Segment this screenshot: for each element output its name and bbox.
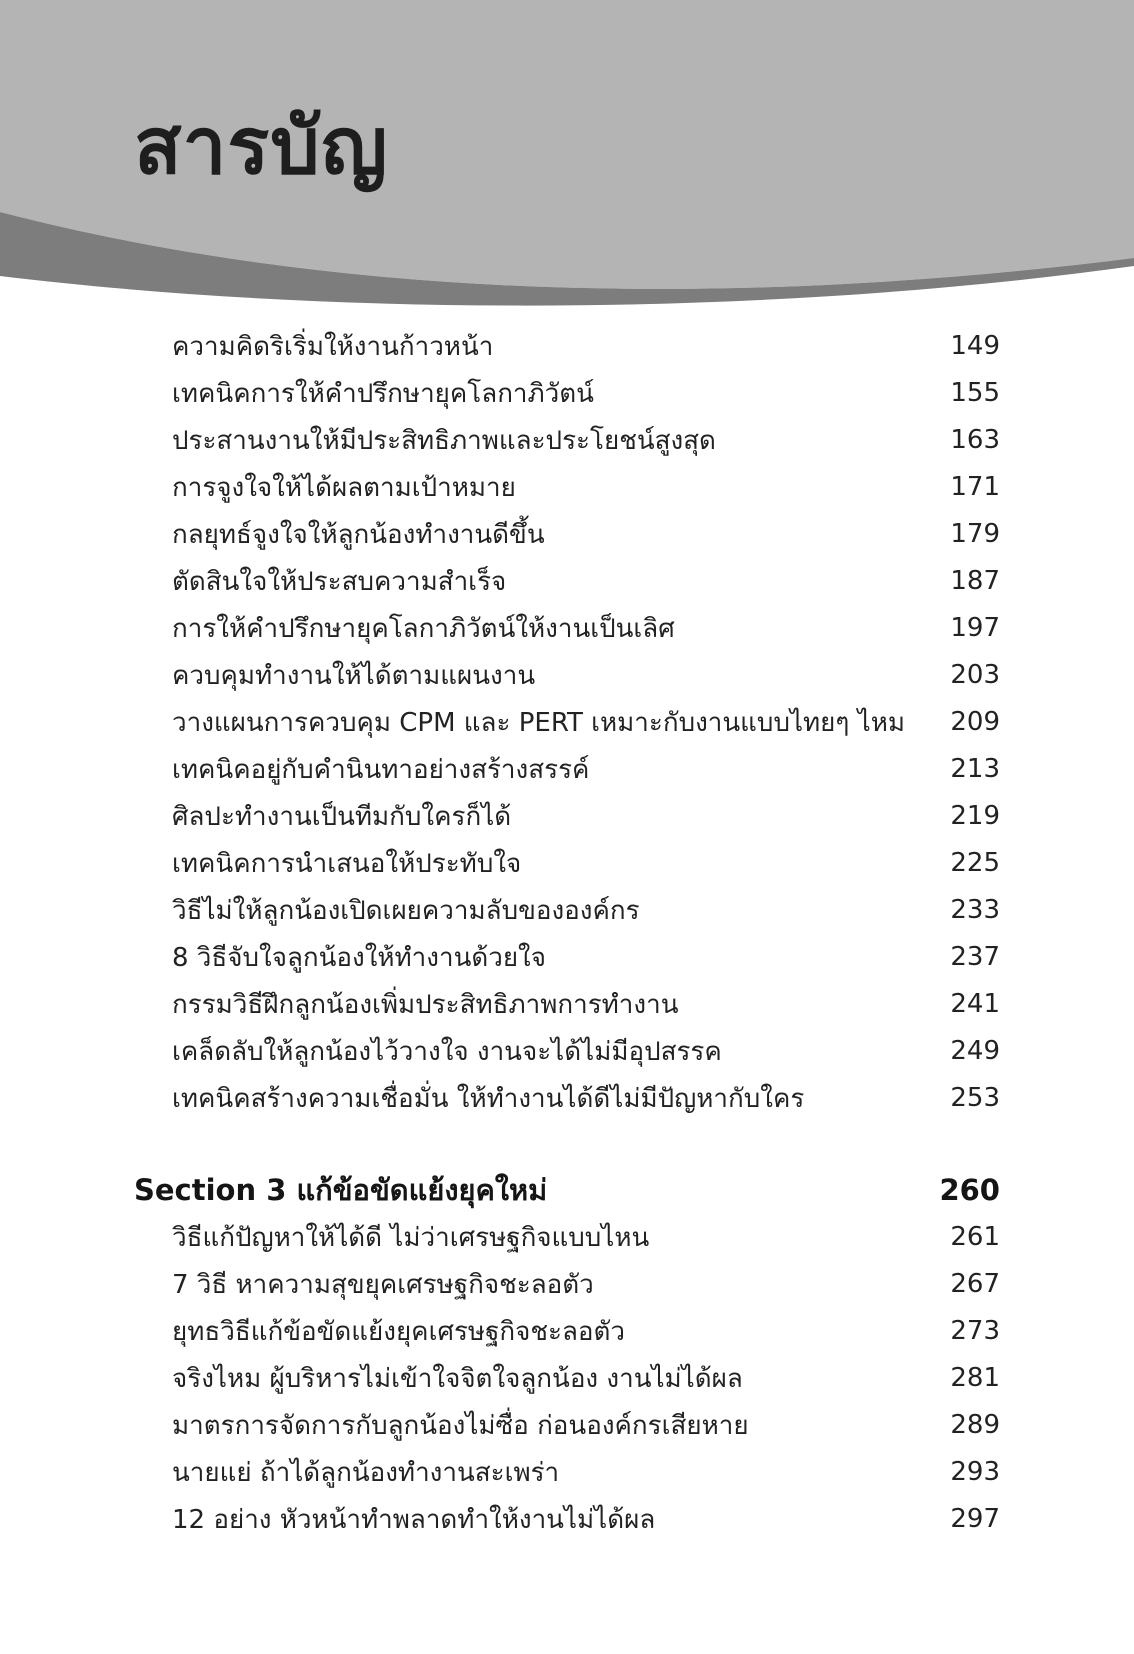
toc-entry	[172, 1450, 1000, 1494]
toc-entry-title: ยุทธวิธีแก้ข้อขัดแย้งยุคเศรษฐกิจชะลอตัว	[172, 1316, 626, 1347]
toc-entry-page: 171	[950, 472, 1000, 502]
toc-entry-page: 241	[950, 989, 1000, 1019]
toc-entry	[172, 935, 1000, 979]
toc-entry-page: 209	[950, 707, 1000, 737]
toc-entry-title: มาตรการจัดการกับลูกน้องไม่ซื่อ ก่อนองค์กรเสียหาย	[172, 1410, 749, 1441]
toc-entry-page: 225	[950, 848, 1000, 878]
toc-entry	[172, 888, 1000, 932]
toc-entry-page: 267	[950, 1269, 1000, 1299]
toc-entry-title: การจูงใจให้ได้ผลตามเป้าหมาย	[172, 472, 516, 503]
toc-entry-page: 213	[950, 754, 1000, 784]
toc-entry	[172, 1076, 1000, 1120]
toc-entry-title: ศิลปะทำงานเป็นทีมกับใครก็ได้	[172, 801, 512, 832]
toc-entry-title: 7 วิธี หาความสุขยุคเศรษฐกิจชะลอตัว	[172, 1269, 594, 1300]
toc-entry-title: วางแผนการควบคุม CPM และ PERT เหมาะกับงานแบบไทยๆ ไหม	[172, 707, 905, 738]
toc-entry	[172, 418, 1000, 462]
toc-entry-page: 163	[950, 425, 1000, 455]
toc-entry-title: กรรมวิธีฝึกลูกน้องเพิ่มประสิทธิภาพการทำงาน	[172, 989, 679, 1020]
toc-entry-title: วิธีไม่ให้ลูกน้องเปิดเผยความลับขององค์กร	[172, 895, 640, 926]
toc-entry	[172, 1215, 1000, 1259]
toc-entry-title: เคล็ดลับให้ลูกน้องไว้วางใจ งานจะได้ไม่มีอุปสรรค	[172, 1036, 722, 1067]
section-title: Section 3 แก้ข้อขัดแย้งยุคใหม่	[134, 1173, 548, 1207]
toc-entry	[172, 653, 1000, 697]
toc-entry	[172, 1403, 1000, 1447]
toc-entry-page: 297	[950, 1504, 1000, 1534]
toc-entry	[172, 700, 1000, 744]
toc-entry-title: จริงไหม ผู้บริหารไม่เข้าใจจิตใจลูกน้อง งานไม่ได้ผล	[172, 1363, 743, 1394]
section-page: 260	[939, 1173, 1000, 1207]
toc-entry	[172, 982, 1000, 1026]
toc-entry-page: 187	[950, 566, 1000, 596]
toc-entry	[172, 606, 1000, 650]
toc-entry-page: 293	[950, 1457, 1000, 1487]
toc-entry-page: 273	[950, 1316, 1000, 1346]
toc-entry	[172, 1262, 1000, 1306]
toc-entry	[172, 371, 1000, 415]
toc-entry-title: 12 อย่าง หัวหน้าทำพลาดทำให้งานไม่ได้ผล	[172, 1504, 656, 1535]
toc-entry-title: 8 วิธีจับใจลูกน้องให้ทำงานด้วยใจ	[172, 942, 546, 973]
toc-entry	[172, 465, 1000, 509]
toc-entry-title: เทคนิคการนำเสนอให้ประทับใจ	[172, 848, 522, 879]
toc-entry	[172, 1356, 1000, 1400]
toc-entry	[172, 747, 1000, 791]
toc-entry-title: ความคิดริเริ่มให้งานก้าวหน้า	[172, 331, 494, 362]
toc-entry-page: 197	[950, 613, 1000, 643]
toc-section-heading	[134, 1165, 1000, 1215]
page-title: สารบัญ	[134, 102, 389, 192]
toc-entry-title: นายแย่ ถ้าได้ลูกน้องทำงานสะเพร่า	[172, 1457, 560, 1488]
toc-entry-page: 233	[950, 895, 1000, 925]
toc-entry	[172, 1029, 1000, 1073]
toc-entry-title: วิธีแก้ปัญหาให้ได้ดี ไม่ว่าเศรษฐกิจแบบไหน	[172, 1222, 650, 1253]
toc-entry-page: 155	[950, 378, 1000, 408]
toc-entry-title: เทคนิคการให้คำปรึกษายุคโลกาภิวัตน์	[172, 378, 594, 409]
toc-entry-title: ตัดสินใจให้ประสบความสำเร็จ	[172, 566, 507, 597]
toc-entry-title: การให้คำปรึกษายุคโลกาภิวัตน์ให้งานเป็นเลิศ	[172, 613, 675, 644]
toc-entry-page: 281	[950, 1363, 1000, 1393]
toc-entry-page: 179	[950, 519, 1000, 549]
toc-entry-page: 219	[950, 801, 1000, 831]
toc-entry	[172, 841, 1000, 885]
toc-entry	[172, 794, 1000, 838]
toc-entry	[172, 1497, 1000, 1541]
toc-entry-title: ควบคุมทำงานให้ได้ตามแผนงาน	[172, 660, 536, 691]
toc-entry-page: 289	[950, 1410, 1000, 1440]
toc-entry-page: 249	[950, 1036, 1000, 1066]
toc-entry-title: กลยุทธ์จูงใจให้ลูกน้องทำงานดีขึ้น	[172, 519, 545, 550]
toc-entry-title: เทคนิคอยู่กับคำนินทาอย่างสร้างสรรค์	[172, 754, 590, 785]
toc-entry-title: ประสานงานให้มีประสิทธิภาพและประโยชน์สูงสุด	[172, 425, 716, 456]
toc-entry	[172, 559, 1000, 603]
toc-entry-page: 149	[950, 331, 1000, 361]
toc-entry-page: 203	[950, 660, 1000, 690]
toc-entry-page: 261	[950, 1222, 1000, 1252]
toc-entry	[172, 512, 1000, 556]
toc-entry-page: 237	[950, 942, 1000, 972]
toc-entry	[172, 324, 1000, 368]
toc-entry	[172, 1309, 1000, 1353]
toc-entry-page: 253	[950, 1083, 1000, 1113]
toc-entry-title: เทคนิคสร้างความเชื่อมั่น ให้ทำงานได้ดีไม่มีปัญหากับใคร	[172, 1083, 805, 1114]
